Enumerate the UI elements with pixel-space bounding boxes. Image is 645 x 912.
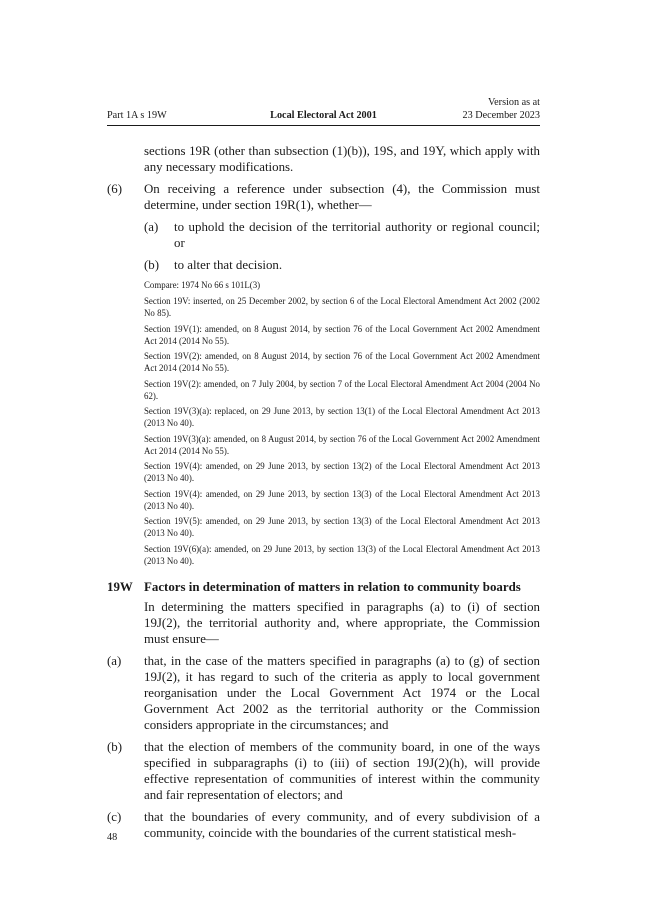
history-note: Section 19V(5): amended, on 29 June 2013, by section 13(3) of the Local Electoral Amendment Act 2013 (2013 No 40). [144,516,540,538]
paragraph-item [107,653,540,733]
history-note: Section 19V(6)(a): amended, on 29 June 2013, by section 13(3) of the Local Electoral Amendment Act 2013 (2013 No 40). [144,543,540,566]
paragraph-text: that, in the case of the matters specified in paragraphs (a) to (g) of section 19J(2), it has regard to such of the criteria as apply to local government reorganisation under the Local Government Act 1974 or the Local Government Act 2002 as the territorial authority or the Commission considers appropriate in the circumstances; and [144,653,540,732]
part-reference: Part 1A s 19W [107,110,167,121]
paragraph-number: (b) [144,258,160,272]
history-note: Section 19V: inserted, on 25 December 2002, by section 6 of the Local Electoral Amendment Act 2002 (2002 No 85). [144,296,540,318]
paragraph-text: that the election of members of the community board, in one of the ways specified in subparagraphs (i) to (iii) of section 19J(2)(h), will provide effective representation of communities of interest within the community and fair representation of electors; and [144,739,540,802]
section-title: Factors in determination of matters in relation to community boards [144,579,521,594]
document-body [107,143,540,847]
section-number: 19W [107,579,133,594]
section-intro: In determining the matters specified in paragraphs (a) to (i) of section 19J(2), the territorial authority and, where appropriate, the Commission must ensure— [144,599,540,646]
paragraph-number: (b) [107,739,123,754]
paragraph-number: (a) [144,220,159,234]
page-number: 48 [107,832,118,843]
header-rule [107,125,540,126]
history-note: Section 19V(4): amended, on 29 June 2013, by section 13(3) of the Local Electoral Amendment Act 2013 (2013 No 40). [144,488,540,511]
history-note: Section 19V(2): amended, on 8 August 2014, by section 76 of the Local Government Act 2002 Amendment Act 2014 (2014 No 55). [144,351,540,373]
history-note: Section 19V(1): amended, on 8 August 2014, by section 76 of the Local Government Act 2002 Amendment Act 2014 (2014 No 55). [144,323,540,346]
paragraph-item [144,219,540,251]
paragraph-item [144,257,540,273]
paragraph-number: (c) [107,809,122,824]
version-label: Version as at [487,97,540,108]
section-heading [107,579,540,595]
subsection-number: (6) [107,182,123,196]
paragraph-text: to alter that decision. [174,258,283,272]
paragraph-item [107,739,540,803]
compare-note: Compare: 1974 No 66 s 101L(3) [144,280,261,290]
history-note: Section 19V(3)(a): amended, on 8 August 2014, by section 76 of the Local Government Act 2002 Amendment Act 2014 (2014 No 55). [144,433,540,456]
history-note: Section 19V(4): amended, on 29 June 2013, by section 13(2) of the Local Electoral Amendment Act 2013 (2013 No 40). [144,461,540,483]
paragraph-number: (a) [107,653,122,668]
history-note: Section 19V(3)(a): replaced, on 29 June 2013, by section 13(1) of the Local Electoral Amendment Act 2013 (2013 No 40). [144,406,540,428]
paragraph-text: to uphold the decision of the territorial authority or regional council; or [174,220,540,250]
paragraph-item [107,809,540,841]
subsection-text: On receiving a reference under subsection (4), the Commission must determine, under section 19R(1), whether— [144,182,540,212]
paragraph-text: that the boundaries of every community, and of every subdivision of a community, coincide with the boundaries of the current statistical mesh- [144,809,540,840]
version-date: 23 December 2023 [462,110,540,121]
continuation-text: sections 19R (other than subsection (1)(b)), 19S, and 19Y, which apply with any necessary modifications. [144,144,540,174]
act-title: Local Electoral Act 2001 [270,110,377,121]
history-note: Section 19V(2): amended, on 7 July 2004, by section 7 of the Local Electoral Amendment Act 2004 (2004 No 62). [144,378,540,401]
subsection-6 [107,181,540,213]
